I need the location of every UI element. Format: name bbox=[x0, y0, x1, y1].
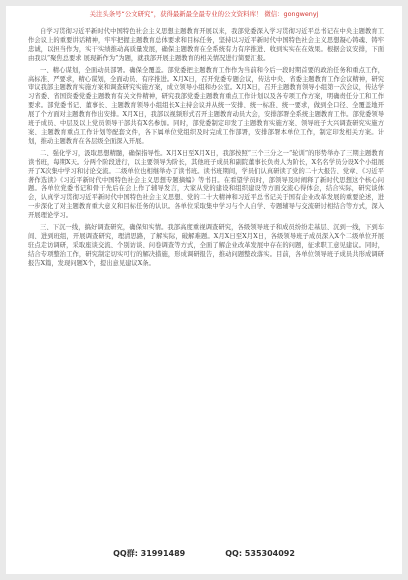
paragraph-intro: 自学习贯彻习近平新时代中国特色社会主义思想主题教育开展以来，我部党委深入学习贯彻习近平总书记在中央主题教育工作会议上的重要讲话精神，牢牢把握主题教育总体要求和目标任务，坚持以习近平新时代中国特色社会主义思想凝心铸魂、铸牢忠诚，以担当作为，实干实绩推动高质量发展，确保主题教育在全系统有力有序推进、收到实实在在效果。根据会议安排，下面由我以“聚焦总要求 展现新作为”为题，就我部开展主题教育的相关情况进行简要汇报。 bbox=[28, 28, 384, 62]
footer-qq: QQ: 535304092 bbox=[225, 549, 295, 558]
paragraph-section-1: 一、精心谋划，全面动员部署。确保全覆盖。部党委把主题教育工作作为当前和今后一段时期首要的政治任务和重点工作，高标准、严要求，精心谋划，全面动员、有序推进。X月X日，召开党委专题会议，传达中央、省委主题教育工作会议精神，研究审议我部主题教育实施方案和调查研究实施方案，成立领导小组和办公室。X月X日，召开主题教育领导小组第一次会议，传达学习省委、省国资委党委主题教育有关文件精神，研究我部党委主题教育重点工作计划以及各专项工作方案，明确责任分工和工作要求。部党委书记、董事长、主题教育领导小组组长X主持会议并从统一安排、统一标准、统一要求，做到全口径、全覆盖地开展了个方面对主题教育作出安排。X月X日，我部以视频形式召开主题教育动员大会，安排部署全系统主题教育工作。部党委领导班子成员、中层及以上党员领导干部共有X名参加。同时，部党委制定印发了主题教育实施方案、领导班子大兴调查研究实施方案、主题教育重点工作计划等配套文件，各下属单位党组织及时完成工作部署，安排部署本单位工作，制定印发相关方案。计划，推动主题教育在各层级全面深入开展。 bbox=[28, 66, 384, 145]
document-body bbox=[28, 28, 384, 538]
paragraph-section-3: 三、下沉一线，搞好调查研究，确保知实情。我部高度重视调查研究，各级领导班子和成员纷纷走基层、沉到一线，下到车间、进到班组，开展调查研究，理清思路，了解实际，破解难题。X月X日至X月X日，各级领导班子成员深入X个二级单位开展驻点走访调研，采取座谈交流、个别访谈、问卷调查等方式，全面了解企业改革发展中存在的问题，征求职工意见建议。同时，结合专项整治工作，研究制定切实可行的解决措施，形成调研报告，推动问题整改落实。目前，各单位领导班子成员共形成调研报告X篇，发现问题X个，提出意见建议X条。 bbox=[28, 224, 384, 267]
paragraph-section-2: 二、强化学习，汲取思想精髓，确保指导性。X月X日至X月X日，我部按照“三个三分之一“轮训”的形势举办了三期主题教育读书班，每期X天。分两个阶段进行，以主要领导为阶长，其他班子成员和副院董事长负责人为阶长，X名名学员分设X个小组展开了X次集中学习和讨论交流。二级单位也相继举办了读书班。读书班期间，学员们认真研读了党的二十大报告、党章、《习近平著作选读》《习近平新时代中国特色社会主义思想专题摘编》等书目。在看望学员时，部领导及时阐释了新时代思想这个核心问题。各单位党委书记和骨干先后在会上作了辅导发言，大家从党的建设和组织建设等方面交流心得体会，结合实际，研究谈体会，认真学习贯彻习近平新时代中国特色社会主义思想、党的二十大精神和习近平总书记关于国有企业改革发展的重要论述，进一步深化了对主题教育重大意义和目标任务的认识。各单位采取集中学习与个人自学、专题辅导与交流研讨相结合等方式，深入开展理论学习。 bbox=[28, 149, 384, 220]
document-page bbox=[6, 6, 402, 574]
watermark-banner: 关注头条号“公文研究”，获得最新最全最专业的公文资料库！ 微信：gongwenyj bbox=[89, 10, 319, 18]
footer-qq-group: QQ群: 31991489 bbox=[113, 549, 186, 558]
footer-contact bbox=[6, 548, 402, 560]
